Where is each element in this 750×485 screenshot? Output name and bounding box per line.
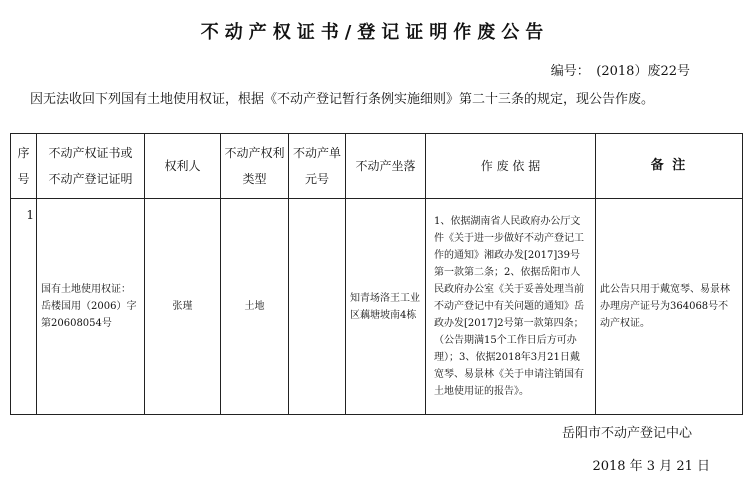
table-header-row <box>11 134 743 199</box>
header-holder: 权利人 <box>145 134 221 199</box>
header-location: 不动产坐落 <box>346 134 426 199</box>
header-unit-no <box>289 134 346 199</box>
table-row <box>11 199 743 415</box>
cell-certificate: 国有土地使用权证：岳楼国用（2006）字第20608054号 <box>37 199 145 415</box>
header-seq <box>11 134 37 199</box>
document-number: 编号： (2018）废22号 <box>550 64 690 79</box>
cell-right-type: 土地 <box>221 199 289 415</box>
header-seq-line2: 号 <box>17 172 30 186</box>
header-certificate-line1: 不动产权证书或 <box>48 146 133 160</box>
cell-seq: 1 <box>11 199 37 415</box>
cell-unit-no <box>289 199 346 415</box>
cell-basis: 1、依据湖南省人民政府办公厅文件《关于进一步做好不动产登记工作的通知》湘政办发[2017]39号第一款第二条；2、依据岳阳市人民政府办公室《关于妥善处理当前不动产登记中有关问题的通知》岳政办发[2017]2号第一款第四条；（公告期满15个工作日后方可办理）；3、依据2018年3月21日戴宽琴、易景林《关于申请注销国有土地使用证的报告》。 <box>426 199 596 415</box>
header-seq-line1: 序 <box>17 146 30 160</box>
header-right-type-line1: 不动产权利 <box>224 146 285 160</box>
issuer-name: 岳阳市不动产登记中心 <box>561 426 692 441</box>
cell-remark: 此公告只用于戴宽琴、易景林办理房产证号为364068号不动产权证。 <box>596 199 743 415</box>
intro-paragraph: 因无法收回下列国有土地使用权证，根据《不动产登记暂行条例实施细则》第二十三条的规定，现公告作废。 <box>30 92 655 107</box>
header-certificate-line2: 不动产登记证明 <box>48 172 133 186</box>
header-basis: 作 废 依 据 <box>426 134 596 199</box>
cell-holder: 张瑾 <box>145 199 221 415</box>
header-right-type-line2: 类型 <box>242 172 267 186</box>
header-certificate <box>37 134 145 199</box>
header-right-type <box>221 134 289 199</box>
void-notice-table <box>10 133 743 415</box>
cell-location: 知青场洛王工业区藕塘坡南4栋 <box>346 199 426 415</box>
page-title: 不动产权证书/登记证明作废公告 <box>200 22 550 43</box>
header-unit-no-line2: 元号 <box>304 172 329 186</box>
header-remark: 备 注 <box>596 134 743 199</box>
header-unit-no-line1: 不动产单 <box>292 146 341 160</box>
issue-date: 2018 年 3 月 21 日 <box>592 459 710 474</box>
